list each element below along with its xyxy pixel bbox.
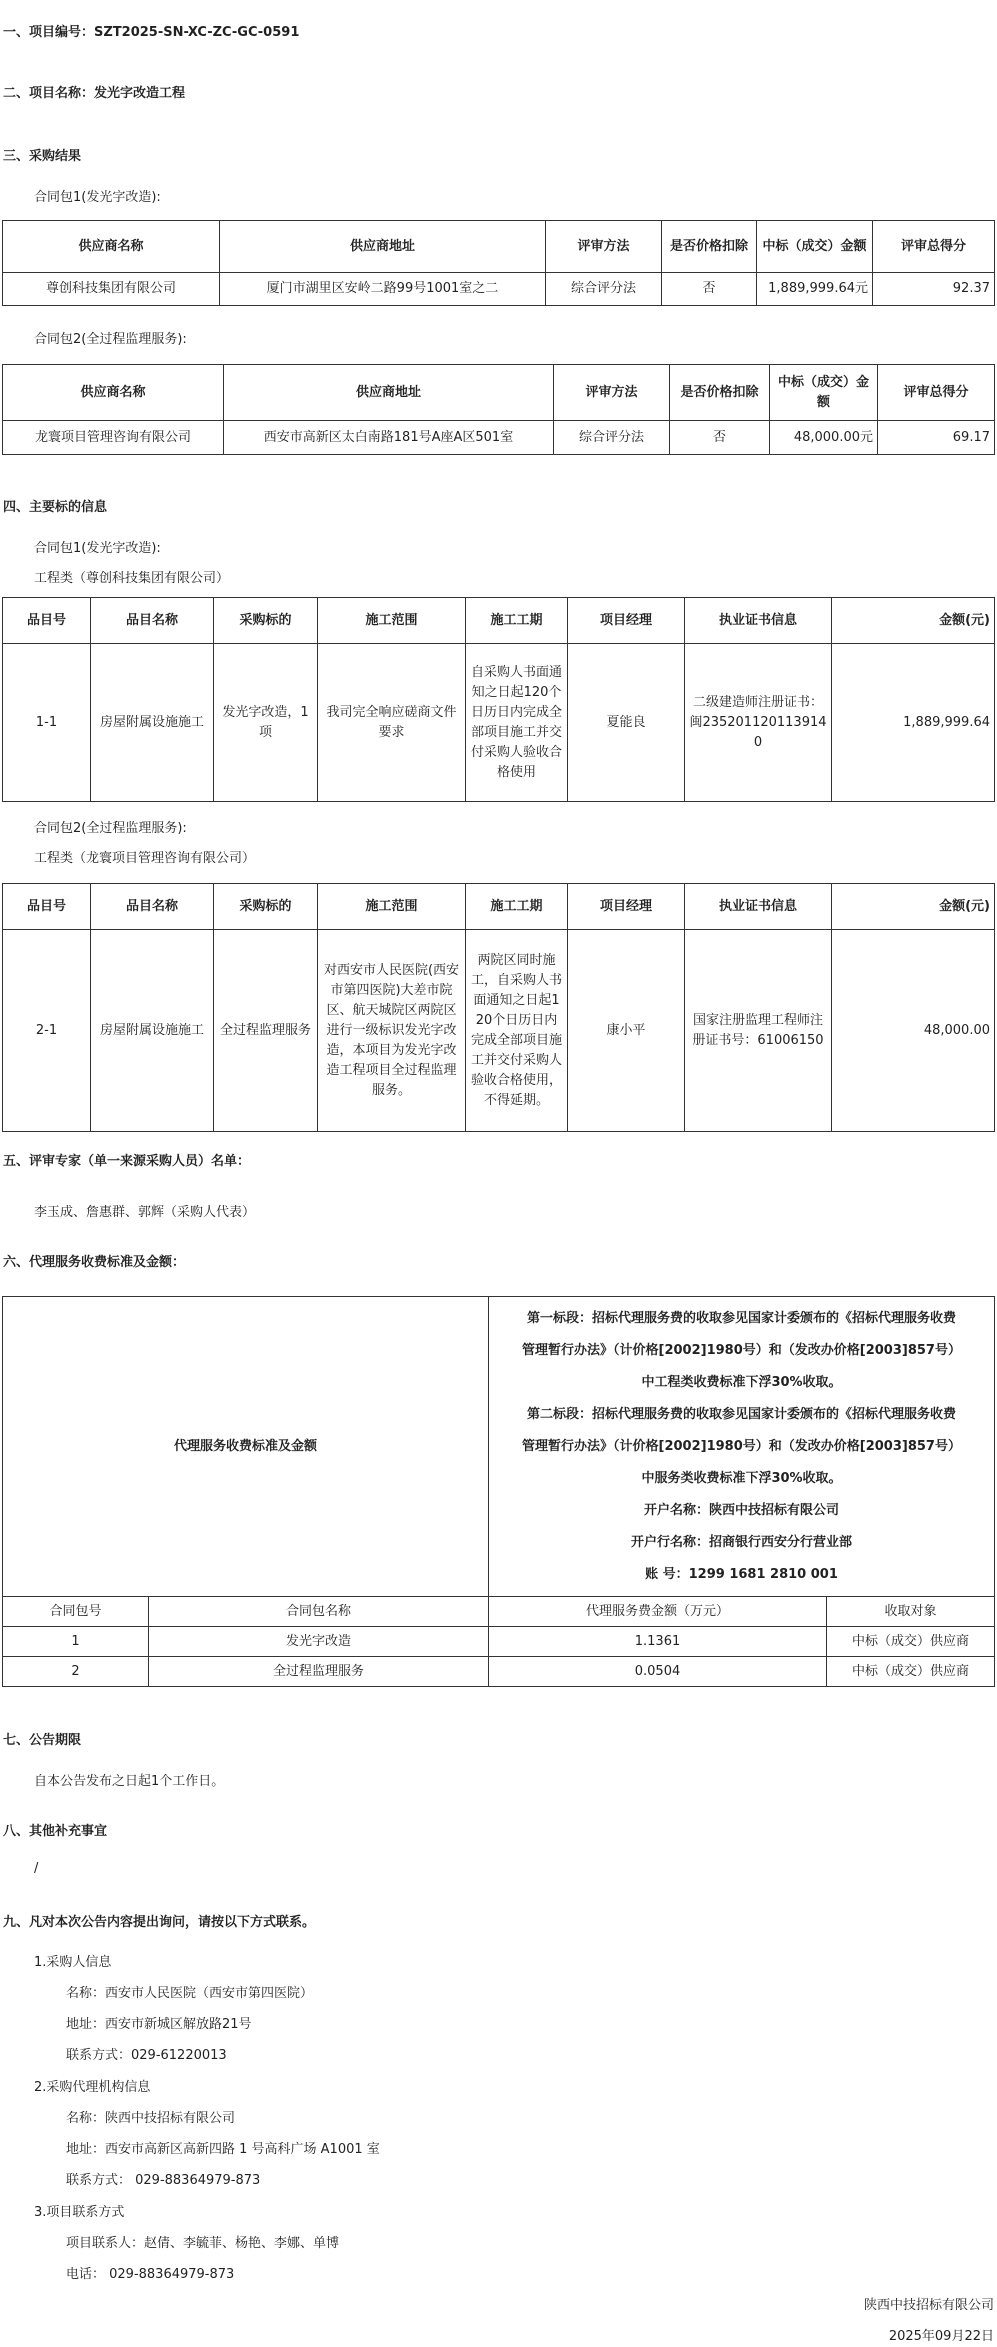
fee-line: 第二标段：招标代理服务费的收取参见国家计委颁布的《招标代理服务收费 (526, 1406, 956, 1422)
project-name-value: 发光字改造工程 (94, 86, 186, 101)
cell-duration: 自采购人书面通知之日起120个日历日内完成全部项目施工并交付采购人验收合格使用 (466, 644, 568, 802)
cell-amount: 1,889,999.64 (832, 644, 995, 802)
purchaser-phone: 联系方式：029-61220013 (66, 2048, 227, 2063)
th-item-no: 品目号 (3, 598, 91, 644)
cell-price-deduction: 否 (662, 273, 757, 306)
cell-award-amount: 48,000.00元 (770, 421, 878, 455)
cell-certificate: 国家注册监理工程师注册证书号：61006150 (685, 930, 832, 1132)
section-7-title: 七、公告期限 (3, 1733, 82, 1748)
th-item-name: 品目名称 (91, 598, 214, 644)
footer-date: 2025年09月22日 (888, 2329, 994, 2344)
purchaser-name: 名称：西安市人民医院（西安市第四医院） (66, 1986, 314, 2001)
th-award-amount: 中标（成交）金额 (757, 221, 873, 273)
agency-title: 2.采购代理机构信息 (34, 2080, 151, 2095)
cell-award-amount: 1,889,999.64元 (757, 273, 873, 306)
th-manager: 项目经理 (568, 884, 685, 930)
cell-manager: 夏能良 (568, 644, 685, 802)
section-4-title: 四、主要标的信息 (3, 500, 108, 515)
cell-package-name: 发光字改造 (149, 1627, 489, 1657)
cell-fee-amount: 0.0504 (489, 1657, 827, 1687)
section-9-title: 九、凡对本次公告内容提出询问，请按以下方式联系。 (3, 1915, 316, 1930)
th-total-score: 评审总得分 (873, 221, 995, 273)
cell-subject: 发光字改造，1项 (214, 644, 318, 802)
th-price-deduction: 是否价格扣除 (662, 221, 757, 273)
th-total-score: 评审总得分 (878, 365, 995, 421)
th-supplier-name: 供应商名称 (3, 221, 220, 273)
project-name-label: 二、项目名称： (3, 86, 95, 101)
cell-subject: 全过程监理服务 (214, 930, 318, 1132)
cell-amount: 48,000.00 (832, 930, 995, 1132)
th-review-method: 评审方法 (546, 221, 662, 273)
th-supplier-name: 供应商名称 (3, 365, 224, 421)
fee-standard-details (489, 1297, 995, 1597)
fee-standard-label: 代理服务收费标准及金额 (3, 1297, 489, 1597)
table-row (3, 1627, 995, 1657)
th-item-no: 品目号 (3, 884, 91, 930)
agency-address: 地址：西安市高新区高新四路 1 号高科广场 A1001 室 (66, 2142, 380, 2157)
cell-total-score: 92.37 (873, 273, 995, 306)
s3-pkg2-label: 合同包2(全过程监理服务): (34, 332, 187, 347)
th-duration: 施工工期 (466, 598, 568, 644)
bank-name: 开户行名称：招商银行西安分行营业部 (630, 1534, 852, 1550)
table-row (3, 1657, 995, 1687)
s3-pkg2-table (2, 364, 995, 455)
cell-fee-amount: 1.1361 (489, 1627, 827, 1657)
fee-standard-table (2, 1296, 995, 1597)
th-supplier-address: 供应商地址 (220, 221, 546, 273)
cell-supplier-name: 龙寰项目管理咨询有限公司 (3, 421, 224, 455)
fee-line: 管理暂行办法》（计价格[2002]1980号）和（发改办价格[2003]857号） (522, 1438, 961, 1454)
footer-org: 陕西中技招标有限公司 (863, 2298, 994, 2313)
notice-period: 自本公告发布之日起1个工作日。 (34, 1774, 225, 1789)
fee-line: 第一标段：招标代理服务费的收取参见国家计委颁布的《招标代理服务收费 (526, 1310, 956, 1326)
cell-item-no: 2-1 (3, 930, 91, 1132)
cell-scope: 对西安市人民医院(西安市第四医院)大差市院区、航天城院区两院区进行一级标识发光字改造，本项目为发光字改造工程项目全过程监理服务。 (318, 930, 466, 1132)
cell-supplier-address: 西安市高新区太白南路181号A座A区501室 (224, 421, 554, 455)
cell-package-no: 1 (3, 1627, 149, 1657)
cell-supplier-address: 厦门市湖里区安岭二路99号1001室之二 (220, 273, 546, 306)
cell-fee-target: 中标（成交）供应商 (827, 1627, 995, 1657)
th-scope: 施工范围 (318, 598, 466, 644)
project-name (3, 82, 185, 101)
section-6-title: 六、代理服务收费标准及金额： (3, 1255, 186, 1270)
th-fee-target: 收取对象 (827, 1597, 995, 1627)
s4-pkg1-label: 合同包1(发光字改造): (34, 541, 161, 556)
cell-manager: 康小平 (568, 930, 685, 1132)
agency-name: 名称：陕西中技招标有限公司 (66, 2111, 236, 2126)
purchaser-title: 1.采购人信息 (34, 1955, 112, 1970)
section-5-title: 五、评审专家（单一来源采购人员）名单： (3, 1154, 251, 1169)
project-contact-phone: 电话： 029-88364979-873 (66, 2267, 235, 2282)
cell-price-deduction: 否 (670, 421, 770, 455)
th-subject: 采购标的 (214, 884, 318, 930)
cell-package-name: 全过程监理服务 (149, 1657, 489, 1687)
s4-pkg2-type: 工程类（龙寰项目管理咨询有限公司） (34, 851, 256, 866)
purchaser-address: 地址：西安市新城区解放路21号 (66, 2017, 252, 2032)
cell-scope: 我司完全响应磋商文件要求 (318, 644, 466, 802)
fee-amount-table (2, 1596, 995, 1687)
other-matters: / (34, 1861, 39, 1876)
s3-pkg1-label: 合同包1(发光字改造): (34, 190, 161, 205)
cell-supplier-name: 尊创科技集团有限公司 (3, 273, 220, 306)
th-certificate: 执业证书信息 (685, 598, 832, 644)
s4-pkg1-type: 工程类（尊创科技集团有限公司） (34, 571, 230, 586)
th-award-amount: 中标（成交）金额 (770, 365, 878, 421)
s4-pkg2-table (2, 883, 995, 1132)
th-review-method: 评审方法 (554, 365, 670, 421)
th-amount: 金额(元) (832, 598, 995, 644)
fee-line: 管理暂行办法》（计价格[2002]1980号）和（发改办价格[2003]857号） (522, 1342, 961, 1358)
bank-account-number: 账 号：1299 1681 2810 001 (645, 1566, 838, 1582)
th-supplier-address: 供应商地址 (224, 365, 554, 421)
project-number (3, 21, 299, 40)
fee-line: 中工程类收费标准下浮30%收取。 (641, 1374, 842, 1390)
th-subject: 采购标的 (214, 598, 318, 644)
th-price-deduction: 是否价格扣除 (670, 365, 770, 421)
section-3-title: 三、采购结果 (3, 149, 82, 164)
cell-item-name: 房屋附属设施施工 (91, 930, 214, 1132)
section-8-title: 八、其他补充事宜 (3, 1824, 108, 1839)
project-contact-people: 项目联系人：赵倩、李毓菲、杨艳、李娜、单博 (66, 2236, 340, 2251)
th-scope: 施工范围 (318, 884, 466, 930)
cell-duration: 两院区同时施工，自采购人书面通知之日起120个日历日内完成全部项目施工并交付采购人验收合格使用，不得延期。 (466, 930, 568, 1132)
bank-account-name: 开户名称：陕西中技招标有限公司 (643, 1502, 839, 1518)
cell-review-method: 综合评分法 (554, 421, 670, 455)
project-number-label: 一、项目编号： (3, 25, 95, 40)
s4-pkg2-label: 合同包2(全过程监理服务): (34, 821, 187, 836)
cell-package-no: 2 (3, 1657, 149, 1687)
project-contact-title: 3.项目联系方式 (34, 2205, 125, 2220)
th-duration: 施工工期 (466, 884, 568, 930)
cell-total-score: 69.17 (878, 421, 995, 455)
th-manager: 项目经理 (568, 598, 685, 644)
th-amount: 金额(元) (832, 884, 995, 930)
cell-review-method: 综合评分法 (546, 273, 662, 306)
agency-phone: 联系方式： 029-88364979-873 (66, 2173, 261, 2188)
th-package-name: 合同包名称 (149, 1597, 489, 1627)
s3-pkg1-table (2, 220, 995, 306)
th-package-no: 合同包号 (3, 1597, 149, 1627)
th-item-name: 品目名称 (91, 884, 214, 930)
cell-item-name: 房屋附属设施施工 (91, 644, 214, 802)
cell-item-no: 1-1 (3, 644, 91, 802)
th-certificate: 执业证书信息 (685, 884, 832, 930)
fee-line: 中服务类收费标准下浮30%收取。 (641, 1470, 842, 1486)
project-number-value: SZT2025-SN-XC-ZC-GC-0591 (94, 25, 300, 40)
th-fee-amount: 代理服务费金额（万元） (489, 1597, 827, 1627)
cell-certificate: 二级建造师注册证书：闽2352011201139140 (685, 644, 832, 802)
expert-names: 李玉成、詹惠群、郭辉（采购人代表） (34, 1205, 256, 1220)
cell-fee-target: 中标（成交）供应商 (827, 1657, 995, 1687)
s4-pkg1-table (2, 597, 995, 802)
